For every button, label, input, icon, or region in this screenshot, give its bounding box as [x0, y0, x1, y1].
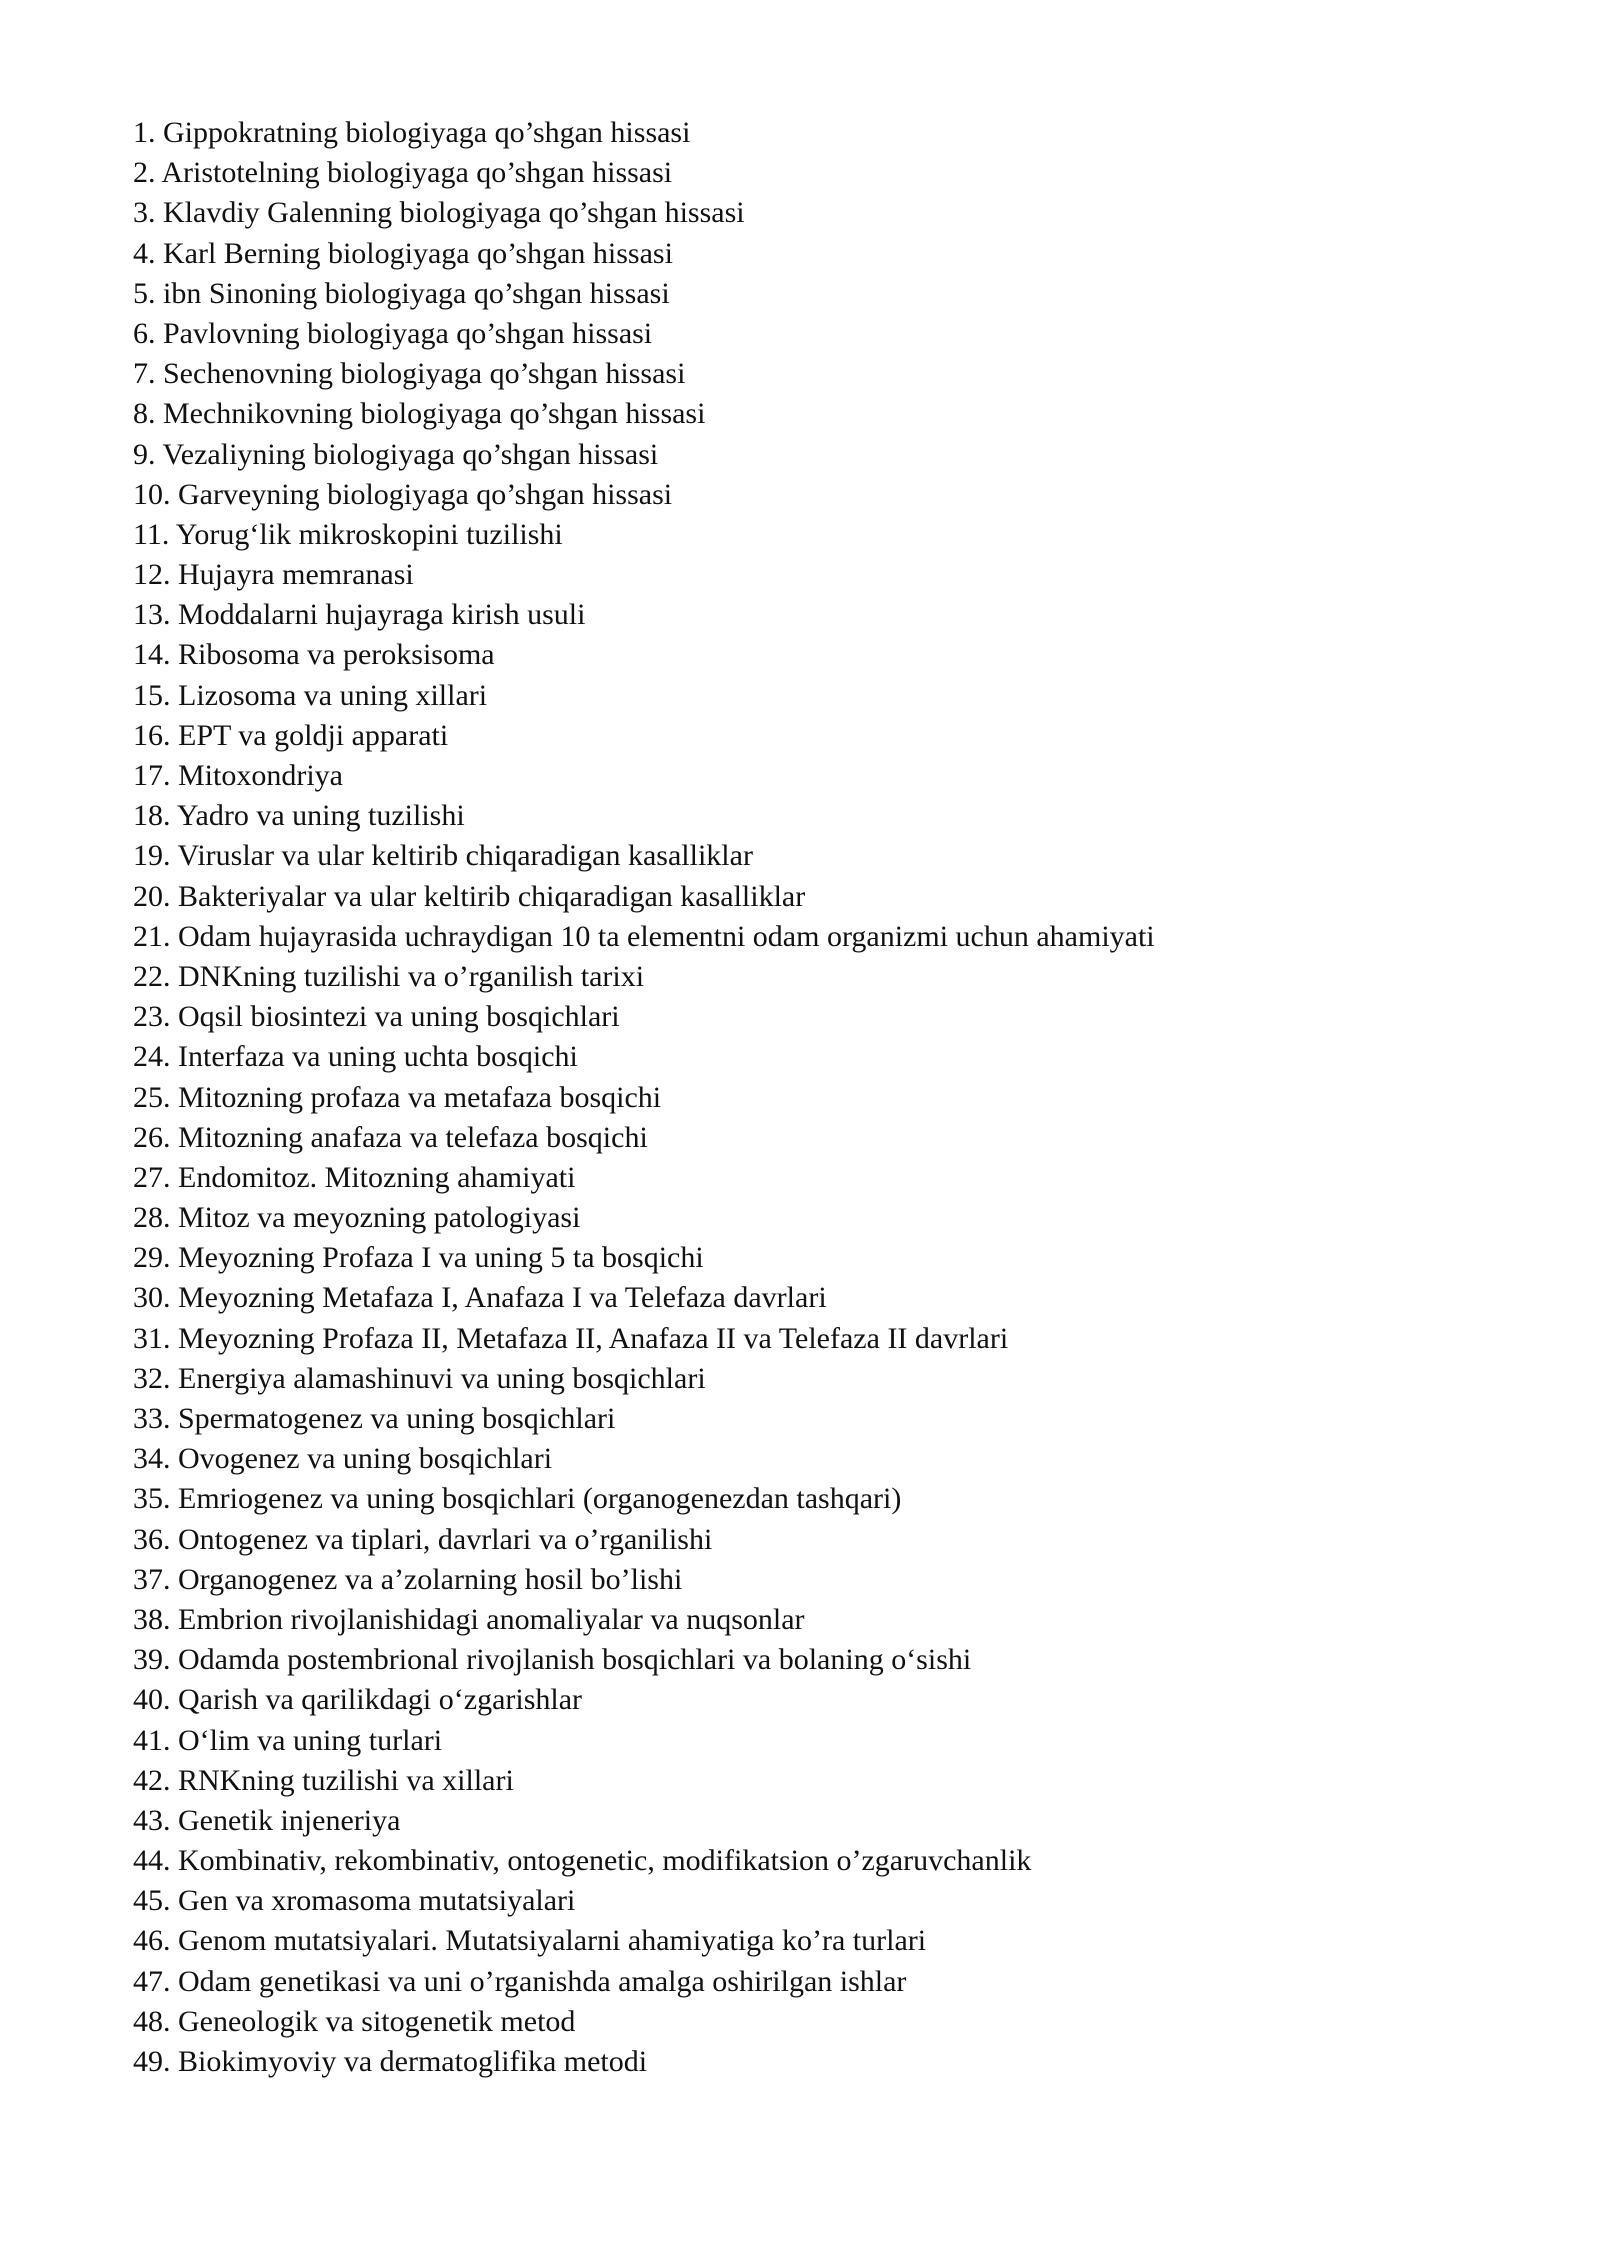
- topic-list-item: 33. Spermatogenez va uning bosqichlari: [133, 1402, 616, 1435]
- topic-list-item: 24. Interfaza va uning uchta bosqichi: [133, 1040, 578, 1074]
- topic-list-item: 39. Odamda postembrional rivojlanish bosqichlari va bolaning o‘sishi: [133, 1643, 972, 1677]
- topic-list-item: 25. Mitozning profaza va metafaza bosqichi: [133, 1080, 662, 1114]
- topic-list-item: 44. Kombinativ, rekombinativ, ontogenetic, modifikatsion o’zgaruvchanlik: [133, 1844, 1032, 1878]
- topic-list-item: 47. Odam genetikasi va uni o’rganishda amalga oshirilgan ishlar: [133, 1964, 907, 1998]
- topic-list-item: 17. Mitoxondriya: [133, 759, 343, 792]
- topic-list-item: 2. Aristotelning biologiyaga qo’shgan hissasi: [133, 156, 673, 190]
- topic-list-item: 10. Garveyning biologiyaga qo’shgan hissasi: [133, 477, 673, 511]
- topic-list-item: 21. Odam hujayrasida uchraydigan 10 ta elementni odam organizmi uchun ahamiyati: [133, 919, 1155, 953]
- topic-list-item: 42. RNKning tuzilishi va xillari: [133, 1763, 514, 1797]
- topic-list-item: 4. Karl Berning biologiyaga qo’shgan hissasi: [133, 236, 673, 270]
- topic-list-item: 32. Energiya alamashinuvi va uning bosqichlari: [133, 1361, 706, 1395]
- topic-list-item: 19. Viruslar va ular keltirib chiqaradigan kasalliklar: [133, 839, 753, 873]
- topic-list-item: 34. Ovogenez va uning bosqichlari: [133, 1442, 553, 1476]
- topic-list-item: 29. Meyozning Profaza I va uning 5 ta bosqichi: [133, 1241, 704, 1275]
- topic-list-item: 12. Hujayra memranasi: [133, 558, 414, 592]
- topic-list-item: 48. Geneologik va sitogenetik metod: [133, 2004, 576, 2038]
- topic-list-item: 11. Yorug‘lik mikroskopini tuzilishi: [133, 517, 563, 551]
- topic-list-item: 5. ibn Sinoning biologiyaga qo’shgan hissasi: [133, 276, 670, 310]
- topic-list-item: 14. Ribosoma va peroksisoma: [133, 638, 495, 672]
- topic-list-item: 37. Organogenez va a’zolarning hosil bo’lishi: [133, 1562, 683, 1596]
- topic-list-item: 36. Ontogenez va tiplari, davrlari va o’rganilishi: [133, 1522, 713, 1556]
- topic-list-item: 28. Mitoz va meyozning patologiyasi: [133, 1201, 581, 1235]
- topic-list-item: 16. EPT va goldji apparati: [133, 718, 449, 752]
- topic-list-item: 31. Meyozning Profaza II, Metafaza II, Anafaza II va Telefaza II davrlari: [133, 1321, 1009, 1355]
- topic-list-item: 1. Gippokratning biologiyaga qo’shgan hissasi: [133, 116, 691, 149]
- topic-list-item: 40. Qarish va qarilikdagi o‘zgarishlar: [133, 1683, 583, 1717]
- topic-list-item: 30. Meyozning Metafaza I, Anafaza I va Telefaza davrlari: [133, 1281, 827, 1315]
- topic-list-item: 26. Mitozning anafaza va telefaza bosqichi: [133, 1120, 648, 1154]
- topic-list-item: 8. Mechnikovning biologiyaga qo’shgan hissasi: [133, 397, 706, 431]
- topic-list-item: 7. Sechenovning biologiyaga qo’shgan hissasi: [133, 357, 686, 391]
- topic-list-item: 46. Genom mutatsiyalari. Mutatsiyalarni ahamiyatiga ko’ra turlari: [133, 1924, 927, 1958]
- topic-list-item: 20. Bakteriyalar va ular keltirib chiqaradigan kasalliklar: [133, 879, 806, 913]
- topic-list-item: 9. Vezaliyning biologiyaga qo’shgan hissasi: [133, 437, 659, 471]
- topic-list-item: 43. Genetik injeneriya: [133, 1803, 401, 1837]
- topic-list-item: 49. Biokimyoviy va dermatoglifika metodi: [133, 2045, 648, 2078]
- topic-list-item: 15. Lizosoma va uning xillari: [133, 678, 488, 712]
- topic-list-item: 13. Moddalarni hujayraga kirish usuli: [133, 598, 586, 632]
- topic-list-item: 18. Yadro va uning tuzilishi: [133, 799, 465, 833]
- topic-list: [133, 113, 1155, 2082]
- topic-list-item: 3. Klavdiy Galenning biologiyaga qo’shgan hissasi: [133, 196, 745, 230]
- topic-list-item: 45. Gen va xromasoma mutatsiyalari: [133, 1884, 576, 1918]
- topic-list-item: 23. Oqsil biosintezi va uning bosqichlari: [133, 1000, 620, 1034]
- topic-list-item: 41. O‘lim va uning turlari: [133, 1723, 443, 1757]
- topic-list-item: 6. Pavlovning biologiyaga qo’shgan hissasi: [133, 316, 653, 350]
- topic-list-item: 22. DNKning tuzilishi va o’rganilish tarixi: [133, 959, 645, 993]
- topic-list-item: 27. Endomitoz. Mitozning ahamiyati: [133, 1160, 576, 1194]
- topic-list-item: 38. Embrion rivojlanishidagi anomaliyalar va nuqsonlar: [133, 1602, 805, 1636]
- topic-list-item: 35. Emriogenez va uning bosqichlari (organogenezdan tashqari): [133, 1482, 902, 1516]
